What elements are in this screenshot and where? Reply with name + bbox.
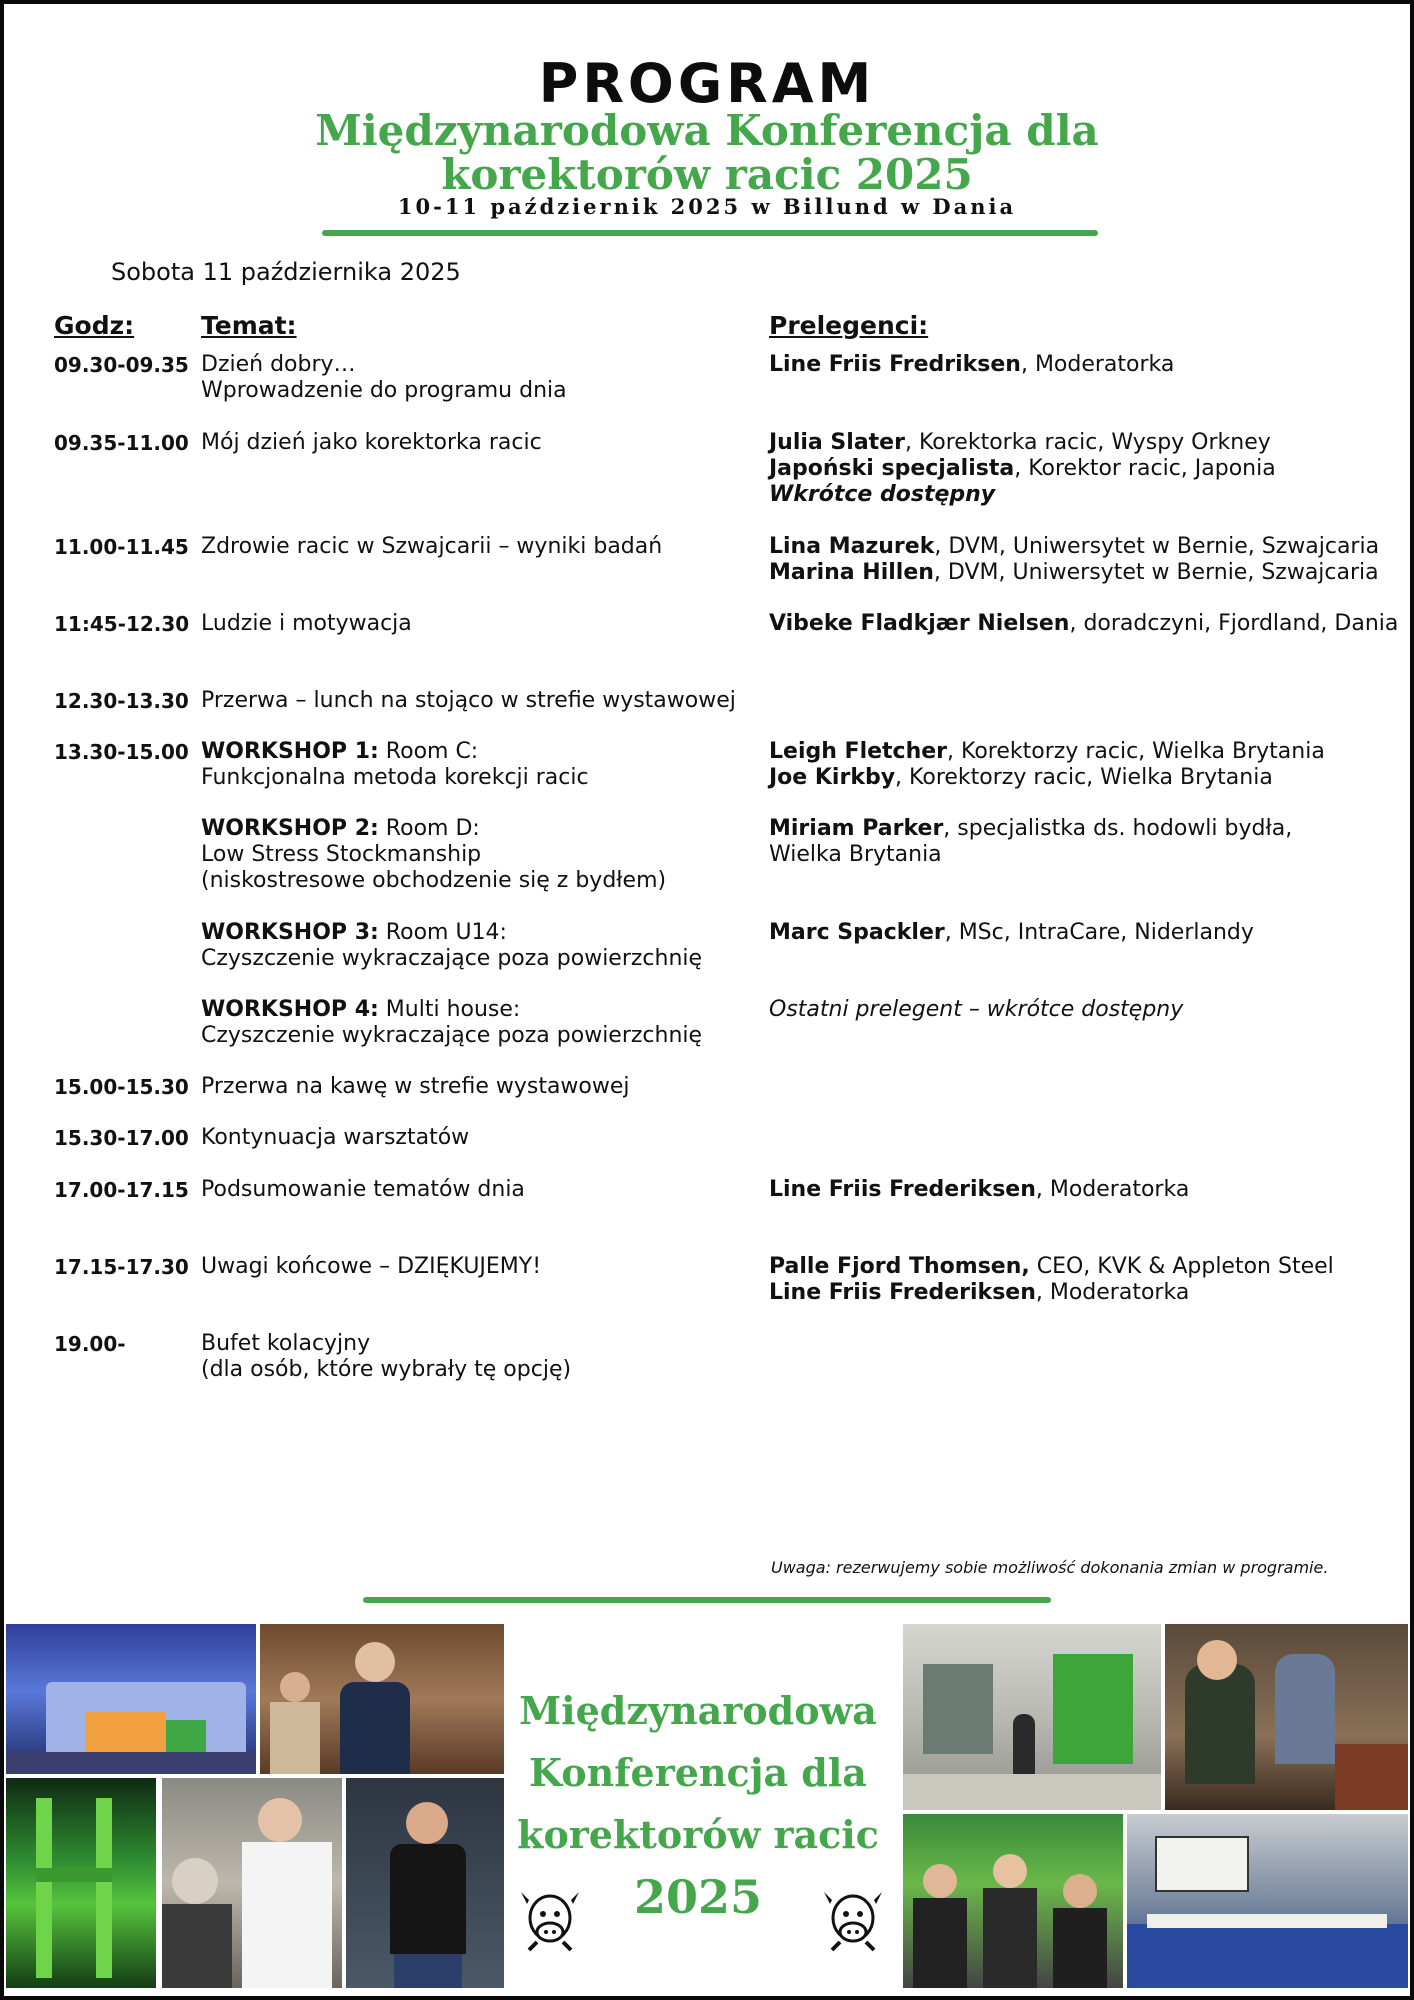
row-speakers (769, 920, 1399, 946)
row-time: 11.00-11.45 (54, 535, 189, 559)
row-topic (201, 352, 761, 404)
row-speakers (769, 534, 1399, 586)
speaker (769, 611, 1399, 637)
topic-line: Czyszczenie wykraczające poza powierzchnię (201, 946, 703, 971)
speaker (769, 534, 1399, 560)
speaker-role: , MSc, IntraCare, Niderlandy (944, 920, 1254, 945)
speaker-role: , Korektorzy racic, Wielka Brytania (947, 739, 1325, 764)
row-time: 17.15-17.30 (54, 1255, 189, 1279)
column-header-time: Godz: (54, 311, 135, 340)
row-topic (201, 1125, 761, 1151)
speaker-name: Joe Kirkby (769, 765, 896, 790)
row-topic (201, 688, 801, 714)
workshop-room: Room U14: (378, 920, 507, 945)
topic-line: (dla osób, które wybrały tę opcję) (201, 1357, 572, 1382)
row-speakers (769, 739, 1399, 791)
banner-line: korektorów racic (517, 1812, 879, 1857)
day-heading: Sobota 11 października 2025 (111, 258, 461, 286)
row-topic (201, 1177, 761, 1203)
photo-exhibition-hall (903, 1624, 1161, 1810)
row-topic (201, 1074, 761, 1100)
photo-workshop-audience (162, 1778, 342, 1988)
speaker-name: Julia Slater (769, 430, 905, 455)
topic-line: Ludzie i motywacja (201, 611, 412, 636)
topic-line: Zdrowie racic w Szwajcarii – wyniki badań (201, 534, 663, 559)
speaker-role: CEO, KVK & Appleton Steel (1029, 1254, 1334, 1279)
row-time: 13.30-15.00 (54, 740, 189, 764)
topic-line: Wprowadzenie do programu dnia (201, 378, 567, 403)
speaker (769, 1177, 1399, 1203)
row-time: 09.30-09.35 (54, 353, 189, 377)
speaker-name: Leigh Fletcher (769, 739, 948, 764)
speaker (769, 739, 1399, 765)
workshop-label: WORKSHOP 3: (201, 920, 379, 945)
speaker-name: Palle Fjord Thomsen, (769, 1254, 1030, 1279)
speaker (769, 1254, 1399, 1280)
conference-title-line2: korektorów racic 2025 (441, 150, 973, 199)
cow-mascot-icon (515, 1884, 585, 1954)
speaker-role: , doradczyni, Fjordland, Dania (1069, 611, 1399, 636)
disclaimer-note: Uwaga: rezerwujemy sobie możliwość dokonania zmian w programie. (771, 1558, 1329, 1577)
speaker-role: , Moderatorka (1035, 1177, 1190, 1202)
speaker-role: , Korektorka racic, Wyspy Orkney (904, 430, 1271, 455)
photo-conference-auditorium (1127, 1814, 1408, 1988)
row-topic (201, 430, 761, 456)
speaker-name: Miriam Parker (769, 816, 944, 841)
row-topic (201, 920, 761, 972)
speaker (769, 1280, 1399, 1306)
photo-speaker-presenting (260, 1624, 504, 1774)
topic-line: Podsumowanie tematów dnia (201, 1177, 525, 1202)
banner-line: Międzynarodowa (519, 1688, 877, 1733)
row-time: 19.00- (54, 1332, 126, 1356)
row-speakers (769, 430, 1399, 508)
photo-venue-exterior (6, 1624, 256, 1774)
workshop-heading (201, 997, 761, 1023)
photo-speaker-black-shirt (346, 1778, 504, 1988)
speaker-name: Marc Spackler (769, 920, 945, 945)
column-header-speakers: Prelegenci: (769, 311, 929, 340)
workshop-room: Multi house: (378, 997, 521, 1022)
row-time: 15.30-17.00 (54, 1126, 189, 1150)
topic-line: Przerwa na kawę w strefie wystawowej (201, 1074, 630, 1099)
row-time: 11:45-12.30 (54, 612, 190, 636)
row-time: 17.00-17.15 (54, 1178, 189, 1202)
speaker-name: Japoński specjalista (769, 456, 1015, 481)
footer-divider (363, 1597, 1051, 1603)
conference-title-line1: Międzynarodowa Konferencja dla (315, 106, 1099, 155)
workshop-heading (201, 920, 761, 946)
workshop-label: WORKSHOP 2: (201, 816, 379, 841)
row-topic (201, 997, 761, 1049)
speaker (769, 920, 1399, 946)
speaker-note: Wkrótce dostępny (769, 482, 996, 507)
row-topic (201, 739, 761, 791)
banner-year: 2025 (633, 1870, 763, 1924)
topic-line: Bufet kolacyjny (201, 1331, 371, 1356)
speaker-role: , Moderatorka (1035, 1280, 1190, 1305)
speaker-note: Ostatni prelegent – wkrótce dostępny (769, 997, 1184, 1022)
speaker-role: , specjalistka ds. hodowli bydła, Wielka Brytania (769, 816, 1293, 867)
workshop-room: Room C: (378, 739, 479, 764)
speaker-role: , Korektorzy racic, Wielka Brytania (895, 765, 1273, 790)
row-speakers (769, 997, 1399, 1023)
column-header-topic: Temat: (201, 311, 297, 340)
speaker (769, 765, 1399, 791)
row-time: 15.00-15.30 (54, 1075, 189, 1099)
topic-line: Dzień dobry… (201, 352, 356, 377)
row-speakers (769, 611, 1399, 637)
workshop-heading (201, 816, 761, 842)
row-topic (201, 816, 761, 894)
topic-line: Funkcjonalna metoda korekcji racic (201, 765, 589, 790)
row-speakers (769, 352, 1399, 378)
speaker (769, 430, 1399, 456)
workshop-room: Room D: (378, 816, 480, 841)
workshop-label: WORKSHOP 4: (201, 997, 379, 1022)
photo-group-cheering (903, 1814, 1123, 1988)
date-location: 10-11 październik 2025 w Billund w Dania (397, 194, 1017, 219)
banner-line: Konferencja dla (529, 1750, 867, 1795)
topic-line: Kontynuacja warsztatów (201, 1125, 470, 1150)
topic-line: Uwagi końcowe – DZIĘKUJEMY! (201, 1254, 542, 1279)
speaker-name: Vibeke Fladkjær Nielsen (769, 611, 1070, 636)
speaker-name: Line Friis Frederiksen (769, 1177, 1036, 1202)
workshop-label: WORKSHOP 1: (201, 739, 379, 764)
row-time: 12.30-13.30 (54, 689, 189, 713)
row-speakers (769, 816, 1369, 868)
row-time: 09.35-11.00 (54, 431, 189, 455)
topic-line: Low Stress Stockmanship (201, 842, 482, 867)
speaker-role: , Moderatorka (1020, 352, 1175, 377)
speaker-role: , DVM, Uniwersytet w Bernie, Szwajcaria (933, 560, 1379, 585)
topic-line: Czyszczenie wykraczające poza powierzchnię (201, 1023, 703, 1048)
page-title: PROGRAM (538, 52, 876, 115)
row-speakers (769, 1177, 1399, 1203)
speaker-role: , DVM, Uniwersytet w Bernie, Szwajcaria (934, 534, 1380, 559)
cow-mascot-icon (818, 1884, 888, 1954)
topic-line: Przerwa – lunch na stojąco w strefie wystawowej (201, 688, 736, 713)
speaker-name: Line Friis Fredriksen (769, 352, 1021, 377)
photo-hoof-crush (6, 1778, 156, 1988)
row-topic (201, 534, 761, 560)
speaker-name: Marina Hillen (769, 560, 934, 585)
row-speakers (769, 1254, 1399, 1306)
topic-line: (niskostresowe obchodzenie się z bydłem) (201, 868, 667, 893)
topic-line: Mój dzień jako korektorka racic (201, 430, 542, 455)
speaker-role: , Korektor racic, Japonia (1014, 456, 1276, 481)
speaker-name: Lina Mazurek (769, 534, 935, 559)
header-divider (322, 230, 1098, 236)
speaker (769, 560, 1399, 586)
speaker (769, 816, 1369, 868)
speaker-name: Line Friis Frederiksen (769, 1280, 1036, 1305)
photo-hands-on-session (1165, 1624, 1408, 1810)
workshop-heading (201, 739, 761, 765)
row-topic (201, 1331, 761, 1383)
speaker (769, 352, 1399, 378)
row-topic (201, 611, 761, 637)
speaker (769, 456, 1399, 482)
row-topic (201, 1254, 761, 1280)
